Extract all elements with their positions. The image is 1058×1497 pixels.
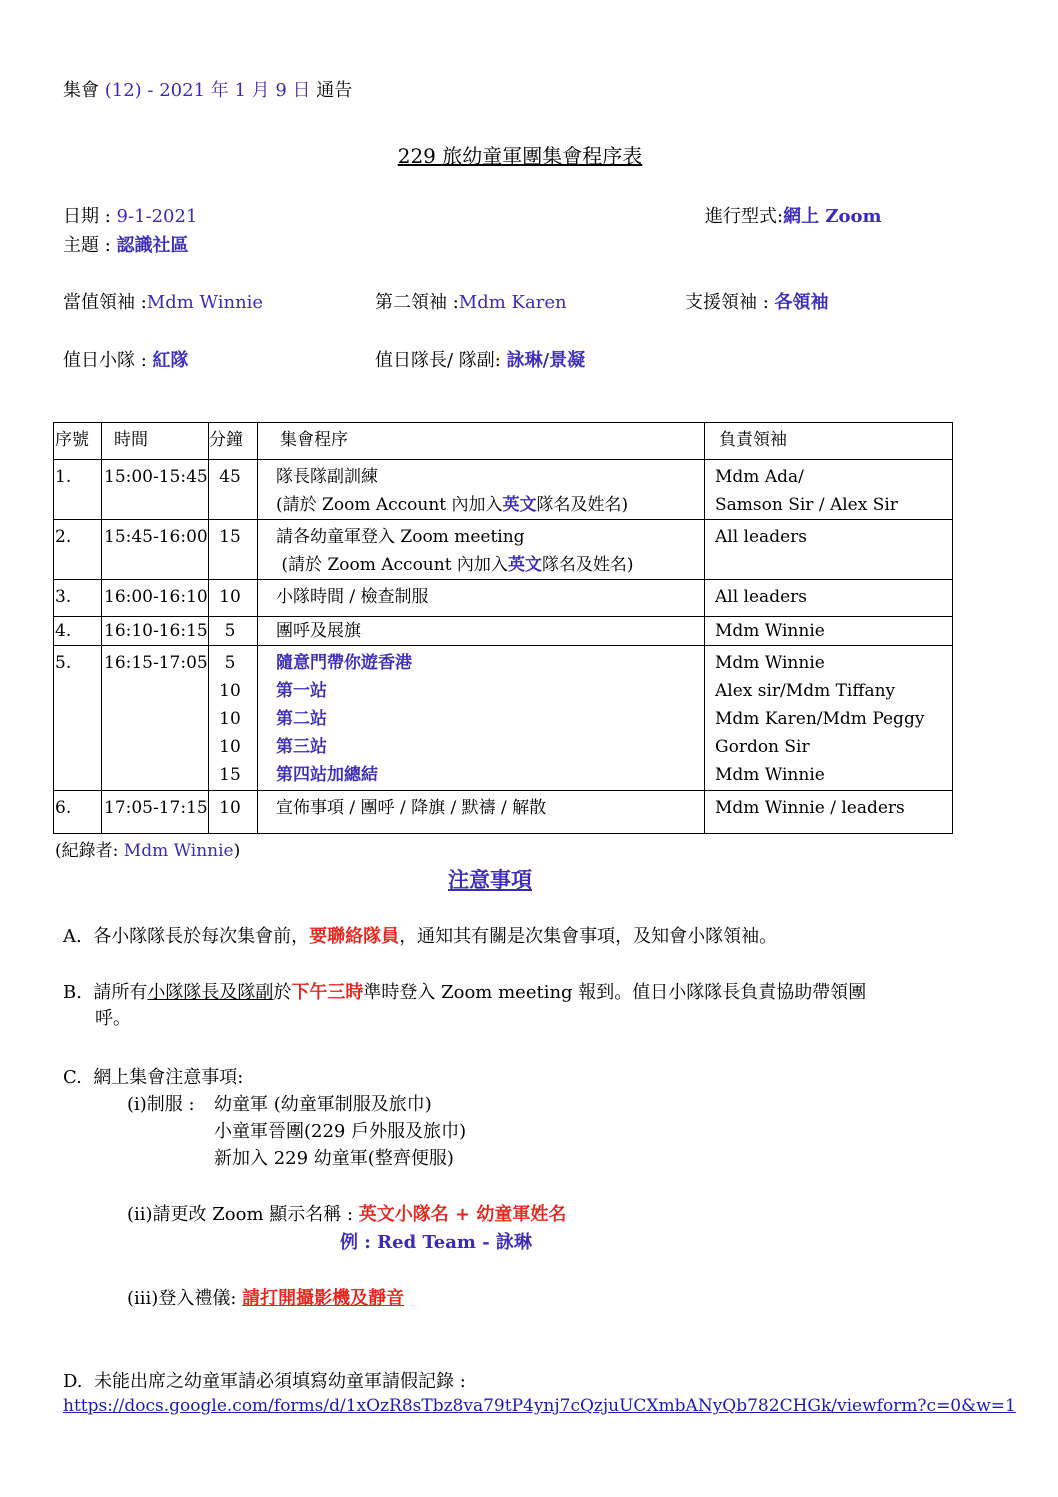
header-minutes: 分鐘 (209, 430, 243, 450)
info-duty-patrol: 值日小隊 : 紅隊 (63, 350, 189, 371)
note-d: D. 未能出席之幼童軍請必須填寫幼童軍請假記錄 : (63, 1371, 466, 1392)
table-row: 4. 16:10-16:15 5 團呼及展旗 Mdm Winnie (54, 617, 953, 646)
table-row: 6. 17:05-17:15 10 宣佈事項 / 團呼 / 降旗 / 默禱 / 解散 Mdm Winnie / leaders (54, 791, 953, 834)
header-suffix: 通告 (316, 80, 353, 101)
recorder-line: (紀錄者: Mdm Winnie) (55, 841, 241, 861)
note-c-uniform-1: 幼童軍 (幼童軍制服及旅巾) (214, 1094, 432, 1115)
table-header-row (54, 423, 953, 460)
note-c: C. 網上集會注意事項: (63, 1067, 244, 1088)
header-prefix: 集會 (63, 80, 99, 101)
note-c-zoom-name: (ii)請更改 Zoom 顯示名稱 : 英文小隊名 + 幼童軍姓名 (127, 1204, 567, 1225)
note-a: A. 各小隊隊長於每次集會前，要聯絡隊員，通知其有關是次集會事項，及知會小隊領袖。 (63, 926, 778, 947)
table-row: 2. 15:45-16:00 15 請各幼童軍登入 Zoom meeting (請於 Zoom Account 內加入英文隊名及姓名) All leaders (54, 520, 953, 580)
header-no: 序號 (55, 430, 89, 450)
header-program: 集會程序 (280, 430, 348, 450)
note-c-example: 例 : Red Team - 詠琳 (340, 1232, 532, 1253)
note-c-uniform-label: (i)制服 : (127, 1094, 195, 1115)
note-b-cont: 呼。 (95, 1008, 131, 1029)
date-value: 9-1-2021 (116, 206, 198, 227)
header-leaders: 負責領袖 (719, 430, 787, 450)
info-second-leader: 第二領袖 :Mdm Karen (375, 292, 567, 313)
duty-pl-value: 詠琳/景凝 (506, 350, 586, 371)
note-c-uniform-2: 小童軍晉團(229 戶外服及旅巾) (214, 1121, 467, 1142)
leave-form-link[interactable]: https://docs.google.com/forms/d/1xOzR8sTbz8va79tP4ynj7cQzjuUCXmbANyQb782CHGk/viewform?c=0&w=1 (63, 1396, 1016, 1416)
support-leader-value: 各領袖 (774, 292, 829, 313)
header-date: 2021 年 1 月 9 日 (159, 80, 311, 101)
header-time: 時間 (114, 430, 148, 450)
table-row: 5. 16:15-17:05 5 10 10 10 15 隨意門帶你遊香港 第一站 第二站 第三站 第四站加總結 Mdm Winnie Alex sir/Mdm Tiffany Mdm Karen/Mdm Peggy Gordon Sir Mdm Winnie (54, 646, 953, 791)
duty-patrol-value: 紅隊 (152, 350, 189, 371)
table-row: 1. 15:00-15:45 45 隊長隊副訓練 (請於 Zoom Account 內加入英文隊名及姓名) Mdm Ada/ Samson Sir / Alex Sir (54, 460, 953, 520)
notes-title: 注意事項 (448, 867, 532, 892)
table-row: 3. 16:00-16:10 10 小隊時間 / 檢查制服 All leaders (54, 580, 953, 617)
info-duty-leader: 當值領袖 :Mdm Winnie (63, 292, 264, 313)
note-b: B. 請所有小隊隊長及隊副於下午三時準時登入 Zoom meeting 報到。值日小隊隊長負責協助帶領團 (63, 982, 867, 1003)
duty-leader-value: Mdm Winnie (146, 292, 264, 313)
note-c-etiquette: (iii)登入禮儀: 請打開攝影機及靜音 (127, 1288, 405, 1309)
info-duty-pl: 值日隊長/ 隊副: 詠琳/景凝 (375, 350, 586, 371)
info-support-leader: 支援領袖 : 各領袖 (685, 292, 829, 313)
notice-header (63, 76, 352, 102)
schedule-table (53, 422, 953, 834)
header-number: (12) - (104, 80, 154, 101)
theme-value: 認識社區 (116, 235, 189, 256)
info-format: 進行型式:網上 Zoom (705, 206, 882, 227)
format-value: 網上 Zoom (783, 206, 882, 227)
info-date: 日期 : 9-1-2021 (63, 206, 198, 227)
page-title: 229 旅幼童軍團集會程序表 (397, 144, 643, 168)
info-theme: 主題 : 認識社區 (63, 235, 189, 256)
recorder-name: Mdm Winnie (123, 841, 234, 861)
note-c-uniform-3: 新加入 229 幼童軍(整齊便服) (214, 1148, 454, 1169)
second-leader-value: Mdm Karen (458, 292, 567, 313)
